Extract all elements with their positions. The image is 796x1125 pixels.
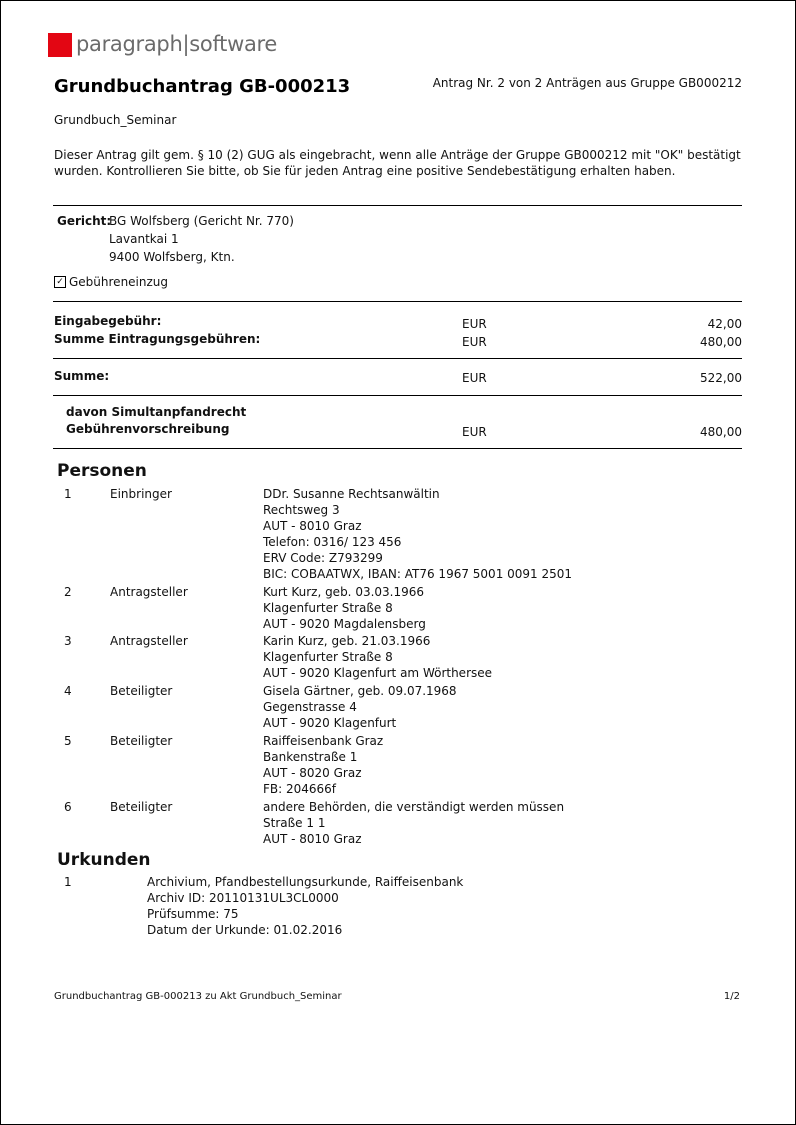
- person-city: AUT - 8010 Graz: [263, 519, 362, 533]
- person-number: 4: [64, 684, 72, 698]
- simultaneous-amount: 480,00: [700, 425, 742, 439]
- divider: [53, 358, 742, 359]
- court-name: BG Wolfsberg (Gericht Nr. 770): [109, 214, 294, 228]
- person-street: Gegenstrasse 4: [263, 700, 357, 714]
- person-role: Antragsteller: [110, 634, 188, 648]
- document-checksum: Prüfsumme: 75: [147, 907, 239, 921]
- person-street: Straße 1 1: [263, 816, 326, 830]
- person-phone: Telefon: 0316/ 123 456: [263, 535, 402, 549]
- person-role: Einbringer: [110, 487, 172, 501]
- person-fb-number: FB: 204666f: [263, 782, 337, 796]
- court-city: 9400 Wolfsberg, Ktn.: [109, 250, 235, 264]
- person-name: andere Behörden, die verständigt werden müssen: [263, 800, 565, 814]
- registration-fee-label: Summe Eintragungsgebühren:: [54, 332, 261, 346]
- person-number: 1: [64, 487, 72, 501]
- document-date: Datum der Urkunde: 01.02.2016: [147, 923, 343, 937]
- documents-heading: Urkunden: [57, 850, 151, 870]
- person-number: 3: [64, 634, 72, 648]
- footer-text: Grundbuchantrag GB-000213 zu Akt Grundbuch_Seminar: [54, 991, 342, 1002]
- person-name: DDr. Susanne Rechtsanwältin: [263, 487, 440, 501]
- person-street: Bankenstraße 1: [263, 750, 358, 764]
- person-street: Klagenfurter Straße 8: [263, 601, 393, 615]
- sum-amount: 522,00: [700, 371, 742, 385]
- sum-label: Summe:: [54, 369, 110, 383]
- person-number: 2: [64, 585, 72, 599]
- person-erv-code: ERV Code: Z793299: [263, 551, 383, 565]
- page-number: 1/2: [723, 991, 740, 1002]
- person-name: Karin Kurz, geb. 21.03.1966: [263, 634, 431, 648]
- person-city: AUT - 9020 Magdalensberg: [263, 617, 426, 631]
- entry-fee-amount: 42,00: [707, 317, 742, 331]
- entry-fee-label: Eingabegebühr:: [54, 314, 162, 328]
- person-role: Beteiligter: [110, 734, 173, 748]
- sum-currency: EUR: [462, 371, 487, 385]
- person-role: Antragsteller: [110, 585, 188, 599]
- page-title: Grundbuchantrag GB-000213: [54, 76, 351, 97]
- group-note: Antrag Nr. 2 von 2 Anträgen aus Gruppe GB000212: [432, 76, 742, 90]
- notice-text: Dieser Antrag gilt gem. § 10 (2) GUG als eingebracht, wenn alle Anträge der Gruppe GB000212 mit "OK" bestätigt wurden. Kontrollieren Sie bitte, ob Sie für jeden Antrag eine positive Sendebestätigung erhalten haben.: [54, 148, 741, 178]
- person-city: AUT - 9020 Klagenfurt: [263, 716, 397, 730]
- person-name: Raiffeisenbank Graz: [263, 734, 384, 748]
- person-name: Gisela Gärtner, geb. 09.07.1968: [263, 684, 457, 698]
- person-role: Beteiligter: [110, 684, 173, 698]
- court-street: Lavantkai 1: [109, 232, 179, 246]
- document-title: Archivium, Pfandbestellungsurkunde, Raiffeisenbank: [147, 875, 464, 889]
- registration-fee-currency: EUR: [462, 335, 487, 349]
- logo-square-icon: [48, 33, 72, 57]
- document-number: 1: [64, 875, 72, 889]
- document-archive-id: Archiv ID: 20110131UL3CL0000: [147, 891, 339, 905]
- fee-collection-checkbox[interactable]: ✓: [54, 276, 66, 288]
- logo-text: paragraph|software: [76, 32, 278, 56]
- fee-assessment-label: Gebührenvorschreibung: [66, 422, 230, 436]
- court-label: Gericht:: [57, 214, 112, 228]
- fee-collection-label: Gebühreneinzug: [69, 275, 169, 289]
- person-city: AUT - 8020 Graz: [263, 766, 362, 780]
- persons-heading: Personen: [57, 461, 147, 481]
- person-bank: BIC: COBAATWX, IBAN: AT76 1967 5001 0091 2501: [263, 567, 573, 581]
- entry-fee-currency: EUR: [462, 317, 487, 331]
- divider: [53, 448, 742, 449]
- person-street: Rechtsweg 3: [263, 503, 340, 517]
- person-number: 6: [64, 800, 72, 814]
- person-role: Beteiligter: [110, 800, 173, 814]
- divider: [53, 301, 742, 302]
- divider: [53, 205, 742, 206]
- person-number: 5: [64, 734, 72, 748]
- person-city: AUT - 8010 Graz: [263, 832, 362, 846]
- divider: [53, 395, 742, 396]
- person-city: AUT - 9020 Klagenfurt am Wörthersee: [263, 666, 493, 680]
- person-name: Kurt Kurz, geb. 03.03.1966: [263, 585, 425, 599]
- person-street: Klagenfurter Straße 8: [263, 650, 393, 664]
- simultaneous-lien-label: davon Simultanpfandrecht: [66, 405, 247, 419]
- akt-name: Grundbuch_Seminar: [54, 113, 177, 127]
- simultaneous-currency: EUR: [462, 425, 487, 439]
- registration-fee-amount: 480,00: [700, 335, 742, 349]
